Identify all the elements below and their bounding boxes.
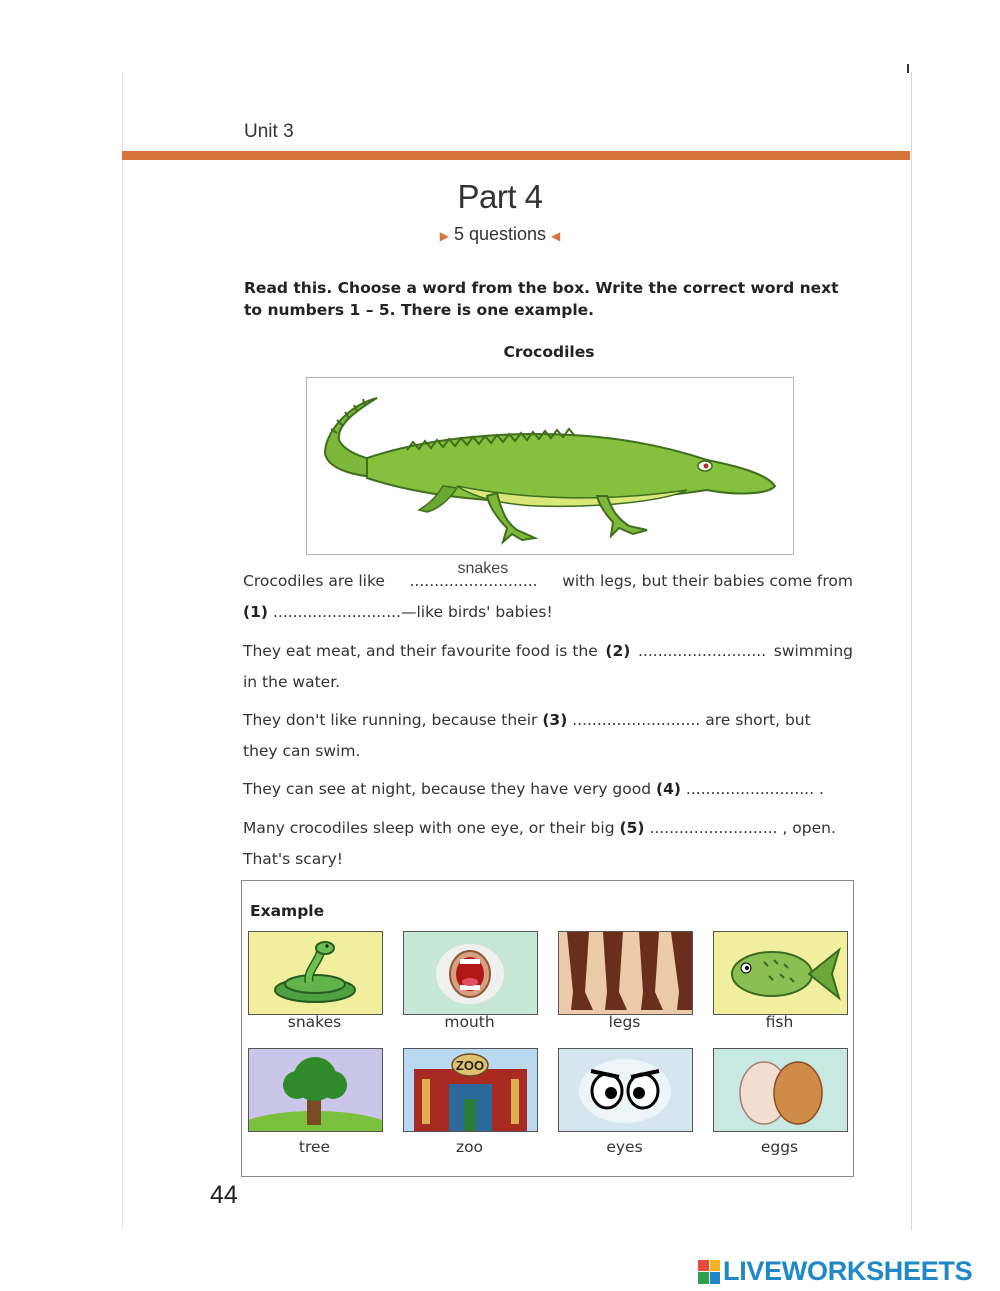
triangle-right-icon: ▶ xyxy=(439,229,449,243)
liveworksheets-logo-icon xyxy=(698,1260,720,1284)
sentence-5: Many crocodiles sleep with one eye, or their big (5) .......................... , open. xyxy=(243,819,836,837)
word-mouth: mouth xyxy=(444,1013,495,1031)
sentence-2: They eat meat, and their favourite food is the (2) .......................... swimming xyxy=(243,642,853,660)
unit-label: Unit 3 xyxy=(244,121,294,142)
fish-picture xyxy=(713,931,848,1015)
eyes-picture xyxy=(558,1048,693,1132)
answer-blank-5[interactable]: .......................... xyxy=(649,819,778,837)
word-zoo: zoo xyxy=(455,1138,484,1156)
sentence-3-cont: they can swim. xyxy=(243,742,361,760)
scan-mark xyxy=(907,64,909,73)
word-eggs: eggs xyxy=(760,1138,799,1156)
word-eyes: eyes xyxy=(606,1138,643,1156)
brand-name: LIVEWORKSHEETS xyxy=(723,1256,973,1286)
part-title: Part 4 xyxy=(457,178,543,215)
example-answer: snakes xyxy=(457,560,509,577)
snakes-picture xyxy=(248,931,383,1015)
zoo-sign: ZOO xyxy=(455,1058,485,1073)
example-label: Example xyxy=(250,902,325,920)
sentence-5-cont: That's scary! xyxy=(243,850,343,868)
sentence-3: They don't like running, because their (3) .......................... are short, but xyxy=(243,711,811,729)
part-subtitle xyxy=(0,224,1000,245)
answer-blank-1[interactable]: .......................... xyxy=(272,603,401,621)
sentence-4: They can see at night, because they have very good (4) .......................... . xyxy=(243,780,824,798)
word-legs: legs xyxy=(608,1013,641,1031)
story-title: Crocodiles xyxy=(503,343,595,361)
legs-picture xyxy=(558,931,693,1015)
sentence-example: Crocodiles are like .......................... snakes with legs, but their babies come from xyxy=(243,560,853,590)
word-snakes: snakes xyxy=(287,1013,342,1031)
triangle-left-icon: ◀ xyxy=(551,229,561,243)
word-fish: fish xyxy=(765,1013,794,1031)
eggs-picture xyxy=(713,1048,848,1132)
crocodile-picture xyxy=(306,377,794,555)
word-tree: tree xyxy=(298,1138,331,1156)
mouth-picture xyxy=(403,931,538,1015)
sentence-1: (1) ..........................—like birds' babies! xyxy=(243,603,553,621)
crocodile-illustration xyxy=(307,378,793,554)
question-count: 5 questions xyxy=(453,224,547,244)
tree-picture xyxy=(248,1048,383,1132)
page-number: 44 xyxy=(210,1181,238,1209)
example-blank: .......................... snakes xyxy=(409,560,538,590)
zoo-picture xyxy=(403,1048,538,1132)
sentence-2-cont: in the water. xyxy=(243,673,341,691)
header-rule xyxy=(122,151,910,160)
instructions: Read this. Choose a word from the box. Write the correct word next to numbers 1 – 5. There is one example. xyxy=(244,279,839,319)
answer-blank-3[interactable]: .......................... xyxy=(572,711,701,729)
liveworksheets-logo[interactable] xyxy=(698,1256,972,1287)
answer-blank-2[interactable]: .......................... xyxy=(638,642,767,660)
answer-blank-4[interactable]: .......................... xyxy=(685,780,815,798)
